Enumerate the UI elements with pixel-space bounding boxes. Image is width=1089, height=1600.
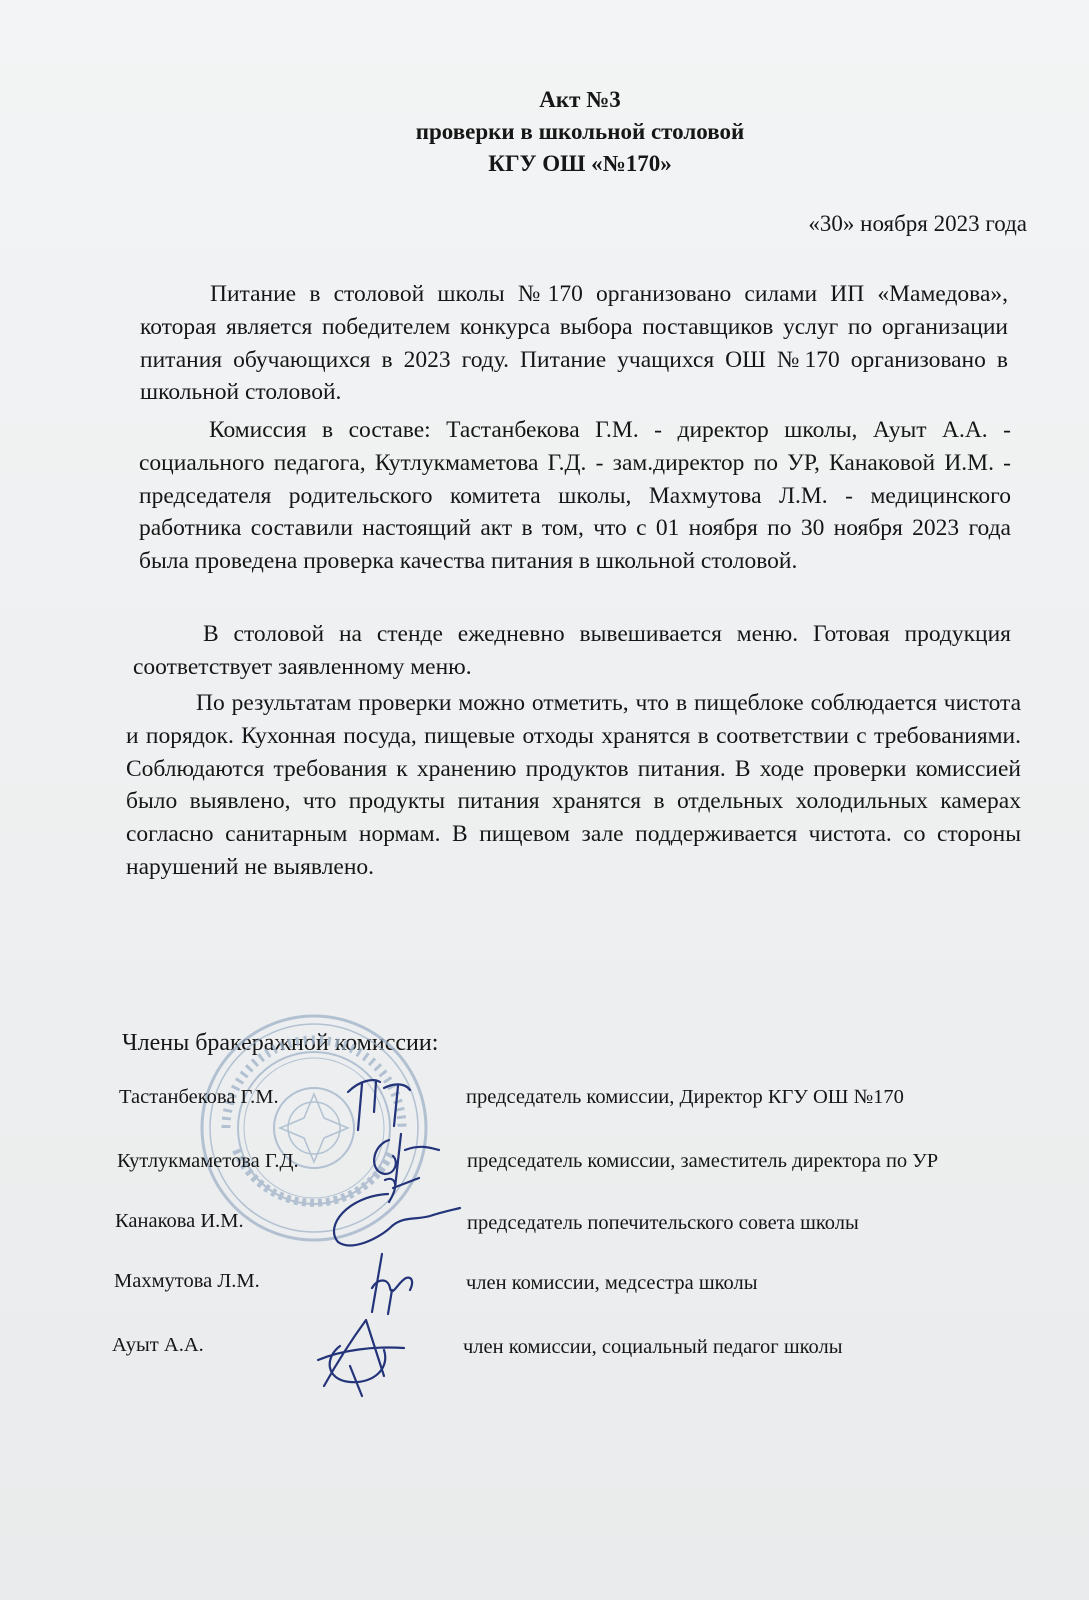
signature-auyt — [310, 1316, 418, 1398]
paragraph-results: По результатам проверки можно отметить, что в пищеблоке соблюдается чистота и порядок. Кухонная посуда, пищевые отходы хранятся в соответствии с требованиями. Соблюдаются требования к хранению продуктов питания. В ходе проверки комиссией было выявлено, что продукты питания хранятся в отдельных холодильных камерах согласно санитарным нормам. В пищевом зале поддерживается чистота. со стороны нарушений не выявлено. — [126, 690, 1021, 880]
member-role-tastanbekova: председатель комиссии, Директор КГУ ОШ №170 — [466, 1086, 904, 1108]
member-name-kutlukmametova: Кутлукмаметова Г.Д. — [117, 1150, 299, 1172]
member-name-makhmutova: Махмутова Л.М. — [114, 1270, 260, 1292]
member-name-tastanbekova: Тастанбекова Г.М. — [119, 1086, 279, 1108]
act-subtitle: проверки в школьной столовой — [415, 119, 745, 144]
member-name-kanakova: Канакова И.М. — [115, 1210, 244, 1232]
paragraph-catering: Питание в столовой школы №170 организовано силами ИП «Мамедова», которая является победителем конкурса выбора поставщиков услуг по организации питания обучающихся в 2023 году. Питание учащихся ОШ №170 организовано в школьной столовой. — [140, 281, 1008, 406]
act-organization: КГУ ОШ «№170» — [488, 151, 672, 176]
member-role-kutlukmametova: председатель комиссии, заместитель директора по УР — [467, 1150, 939, 1172]
members-title: Члены бракеражной комиссии: — [122, 1030, 439, 1056]
member-role-kanakova: председатель попечительского совета школы — [467, 1212, 859, 1234]
signature-makhmutova — [348, 1248, 420, 1320]
act-title: Акт №3 — [539, 87, 621, 112]
member-role-auyt: член комиссии, социальный педагог школы — [463, 1336, 843, 1358]
member-role-makhmutova: член комиссии, медсестра школы — [466, 1272, 758, 1294]
member-name-auyt: Ауыт А.А. — [112, 1334, 204, 1356]
act-date: «30» ноября 2023 года — [808, 211, 1027, 236]
paragraph-menu: В столовой на стенде ежедневно вывешивается меню. Готовая продукция соответствует заявленному меню. — [133, 621, 1011, 680]
paragraph-commission: Комиссия в составе: Тастанбекова Г.М. - директор школы, Ауыт А.А. - социального педагога, Кутлукмаметова Г.Д. - зам.директор по УР, Канаковой И.М. - председателя родительского комитета школы, Махмутова Л.М. - медицинского работника составили настоящий акт в том, что с 01 ноября по 30 ноября 2023 года была проведена проверка качества питания в школьной столовой. — [139, 417, 1011, 575]
